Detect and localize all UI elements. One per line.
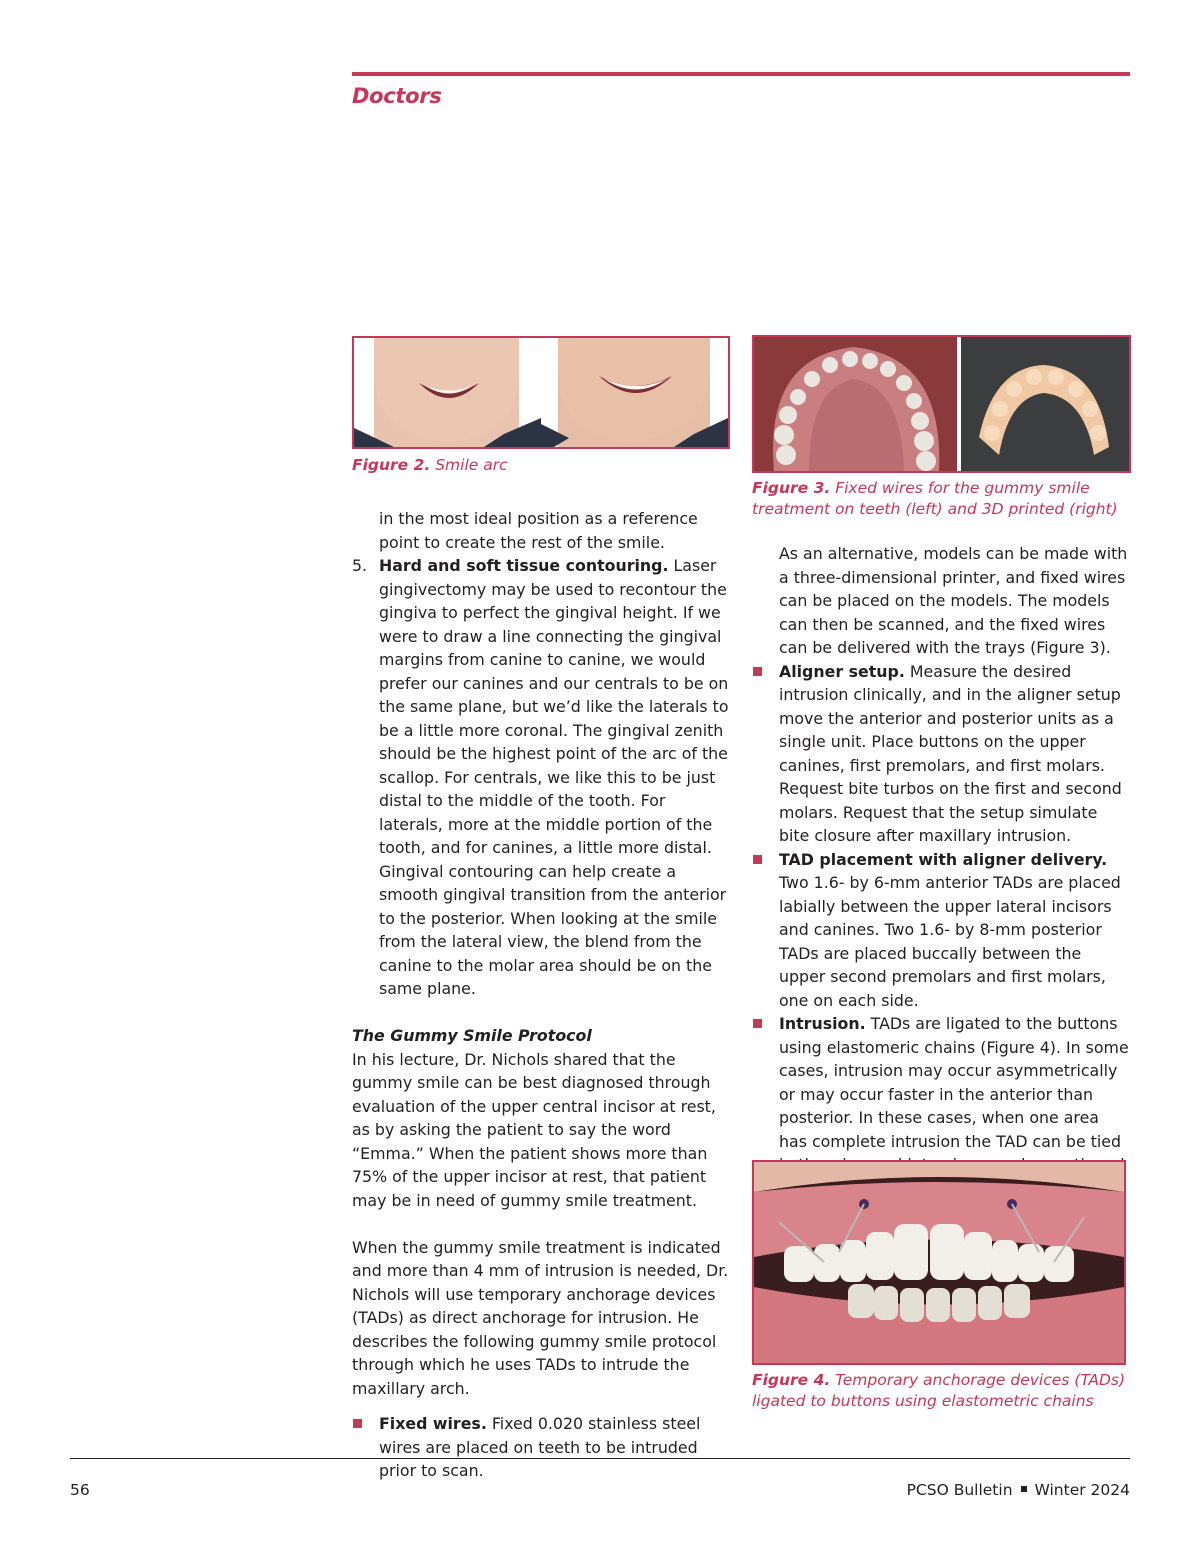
figure-3-image xyxy=(752,335,1131,473)
bullet-square-icon xyxy=(753,1019,762,1028)
right-column xyxy=(752,542,1130,1200)
section-title: Doctors xyxy=(352,84,442,108)
section-subheading: The Gummy Smile Protocol xyxy=(352,1026,592,1045)
figure-4-caption xyxy=(752,1370,1132,1412)
bullet-text: Two 1.6- by 6-mm anterior TADs are placed labially between the upper lateral incisors and canines. Two 1.6- by 8-mm posterior TADs are placed buccally between the upper second premolars and first molars, one on each side. xyxy=(779,873,1121,1010)
figure-2-photo xyxy=(354,338,728,447)
figure-3-caption xyxy=(752,478,1132,520)
page-number: 56 xyxy=(70,1481,90,1499)
publication-name: PCSO Bulletin xyxy=(906,1481,1013,1499)
bullet-text: Fixed 0.020 stainless steel wires are placed on teeth to be intruded prior to scan. xyxy=(379,1414,701,1480)
separator-square-icon xyxy=(1021,1486,1027,1492)
list-item-5 xyxy=(352,554,732,1001)
bullet-aligner-setup xyxy=(752,660,1130,848)
figure-2-text: Smile arc xyxy=(435,456,508,474)
bullet-title: Fixed wires. xyxy=(379,1414,487,1433)
left-column xyxy=(352,507,732,1483)
figure-4-label: Figure 4. xyxy=(752,1371,831,1389)
header-rule xyxy=(352,72,1130,76)
figure-2-image xyxy=(352,336,730,449)
bullet-title: Intrusion. xyxy=(779,1014,866,1033)
bullet-square-icon xyxy=(753,855,762,864)
list-item-title: Hard and soft tissue contouring. xyxy=(379,556,669,575)
footer-rule xyxy=(70,1458,1130,1459)
figure-3-label: Figure 3. xyxy=(752,479,831,497)
figure-4-image xyxy=(752,1160,1126,1365)
body-paragraph-1: In his lecture, Dr. Nichols shared that the gummy smile can be best diagnosed through evaluation of the upper central incisor at rest, as by asking the patient to say the word “Emma.” When the patient shows more than 75% of the upper incisor at rest, that patient may be in need of gummy smile treatment. xyxy=(352,1049,716,1210)
list-item-number: 5. xyxy=(352,556,368,575)
list-item-text: Laser gingivectomy may be used to recontour the gingiva to perfect the gingival height. If we were to draw a line connecting the gingival margins from canine to canine, we would prefer our canines and our centrals to be on the same plane, but we’d like the laterals to be a little more coronal. The gingival zenith should be the highest point of the arc of the scallop. For centrals, we like this to be just distal to the middle of the tooth. For laterals, more at the middle portion of the tooth, and for canines, a little more distal. Gingival contouring can help create a smooth gingival transition from the anterior to the posterior. When looking at the smile from the lateral view, the blend from the canine to the molar area should be on the same plane. xyxy=(379,556,729,998)
bullet-square-icon xyxy=(753,667,762,676)
figure-2-label: Figure 2. xyxy=(352,456,431,474)
bullet-text: Measure the desired intrusion clinically, and in the aligner setup move the anterior and posterior units as a single unit. Place buttons on the upper canines, first premolars, and first molars. Request bite turbos on the first and second molars. Request that the setup simulate bite closure after maxillary intrusion. xyxy=(779,661,1122,845)
issue-name: Winter 2024 xyxy=(1034,1481,1130,1499)
continued-text: in the most ideal position as a reference point to create the rest of the smile. xyxy=(379,509,698,552)
body-paragraph-2: When the gummy smile treatment is indicated and more than 4 mm of intrusion is needed, Dr. Nichols will use temporary anchorage devices (TADs) as direct anchorage for intrusion. He describes the following gummy smile protocol through which he uses TADs to intrude the maxillary arch. xyxy=(352,1237,729,1398)
bullet-title: TAD placement with aligner delivery. xyxy=(779,849,1108,869)
bullet-fixed-wires xyxy=(352,1412,732,1483)
bullet-square-icon xyxy=(353,1419,362,1428)
bullet-text: TADs are ligated to the buttons using elastomeric chains (Figure 4). In some cases, intrusion may occur asymmetrically or may occur faster in the anterior than posterior. In these cases, when one area has complete intrusion the TAD can be tied xyxy=(779,1014,1129,1151)
figure-4-text: Temporary anchorage devices (TADs) ligated to buttons using elastometric chains xyxy=(752,1371,1126,1410)
continued-text: As an alternative, models can be made with a three-dimensional printer, and fixed wires can be placed on the models. The models can then be scanned, and the fixed wires can be delivered with the trays (Figure 3). xyxy=(779,544,1128,657)
bullet-title: Aligner setup. xyxy=(779,661,905,681)
bullet-tad-placement xyxy=(752,848,1130,1013)
figure-3-text: Fixed wires for the gummy smile treatment on teeth (left) and 3D printed (right) xyxy=(752,479,1118,518)
figure-3-photo xyxy=(754,337,1129,471)
figure-2-caption xyxy=(352,455,730,476)
figure-4-photo xyxy=(754,1162,1124,1363)
footer-publication xyxy=(907,1481,1130,1499)
